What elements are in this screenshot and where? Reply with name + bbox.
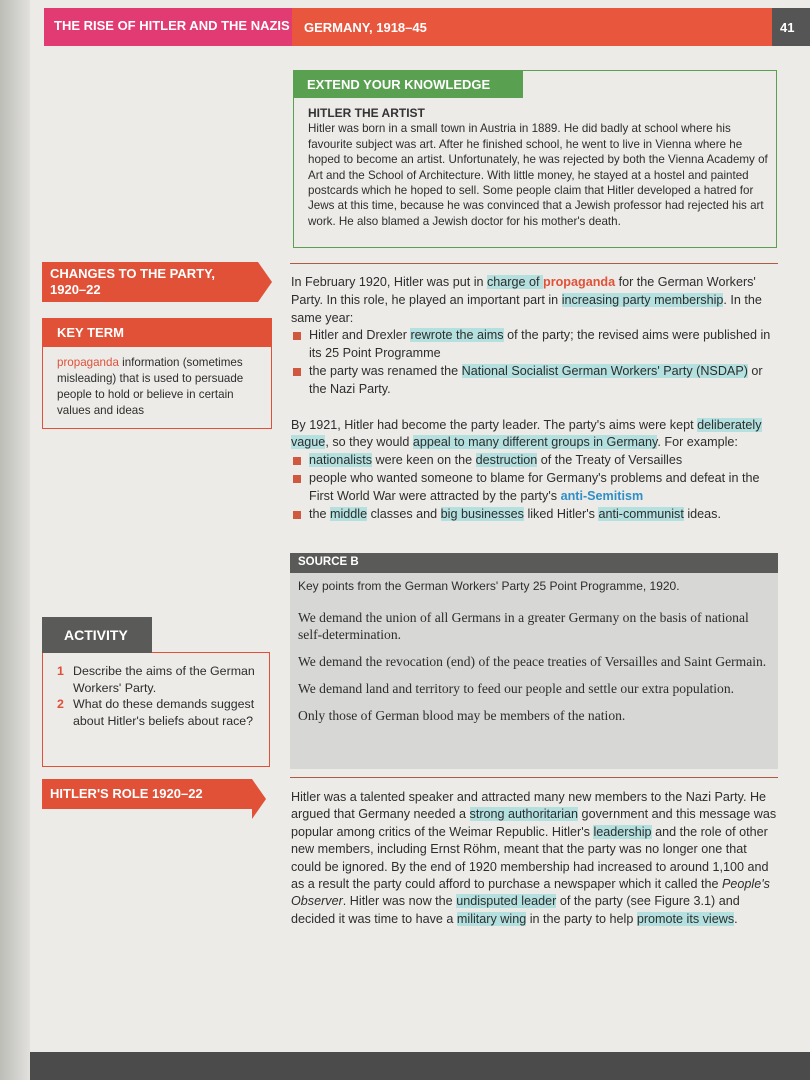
bullet-list <box>291 452 781 523</box>
extend-text: Hitler was born in a small town in Austria in 1889. He did badly at school where his favourite subject was art. After he finished school, he went to live in Vienna where he hoped to become an artist. Unfortunately, he was rejected by both the Vienna Academy of Art and the School of Architecture. With little money, he stayed at a hostel and painted postcards which he hoped to sell. Some people claim that Hitler developed a hatred for Jews at this time, because he was convinced that a Jewish professor had rejected his art work. He also blamed a Jewish doctor for his mother's death. <box>308 122 768 228</box>
paragraph <box>291 417 781 453</box>
activity-question: 2 What do these demands suggest about Hitler's beliefs about race? <box>57 697 255 728</box>
text-run: were keen on the <box>372 453 476 468</box>
text-run: of the Treaty of Versailles <box>537 453 683 468</box>
extend-knowledge-label: EXTEND YOUR KNOWLEDGE <box>293 70 523 98</box>
text-run: of the party; the revised aims were published in its 25 Point Programme <box>309 328 771 361</box>
text-run: of the party (see Figure 3.1) and decided it was time to have a <box>291 894 740 926</box>
highlighted-text: increasing party membership <box>561 292 724 307</box>
source-caption: Key points from the German Workers' Party 25 Point Programme, 1920. <box>298 579 680 593</box>
text-run: the <box>309 506 331 521</box>
key-term-box <box>42 318 272 429</box>
list-item <box>291 363 781 399</box>
role-body <box>291 789 777 928</box>
changes-heading: CHANGES TO THE PARTY, 1920–22 <box>42 262 258 302</box>
unit-title: GERMANY, 1918–45 <box>292 8 772 46</box>
text-run: the party was renamed the <box>309 363 462 378</box>
source-point: We demand the union of all Germans in a greater Germany on the basis of national self-determination. <box>298 610 749 642</box>
highlighted-text: destruction <box>475 453 538 468</box>
highlighted-text: appeal to many different groups in Germany <box>412 435 658 450</box>
highlighted-text: middle <box>330 506 368 521</box>
text-run: . <box>734 911 738 926</box>
page-header <box>44 8 810 46</box>
extend-knowledge-body <box>308 106 768 229</box>
key-term-link[interactable]: propaganda <box>543 275 616 289</box>
source-point: We demand land and territory to feed our people and settle our extra population. <box>298 681 735 696</box>
text-run: People's Observer <box>291 877 770 909</box>
paragraph <box>291 274 781 327</box>
divider <box>290 263 778 264</box>
text-run: . In the same year: <box>291 292 762 325</box>
divider <box>290 777 778 778</box>
highlighted-text: military wing <box>456 911 527 926</box>
text-run: , so they would <box>325 435 413 450</box>
activity-label: ACTIVITY <box>42 617 152 653</box>
key-term-word: propaganda <box>57 356 119 369</box>
list-item <box>291 452 781 470</box>
highlighted-text: nationalists <box>309 453 373 468</box>
highlighted-text: National Socialist German Workers' Party (NSDAP) <box>461 363 748 378</box>
text-run: Hitler and Drexler <box>309 328 411 343</box>
bullet-list <box>291 327 781 398</box>
text-run: classes and <box>367 506 441 521</box>
page-number: 41 <box>772 8 810 46</box>
extend-title: HITLER THE ARTIST <box>308 106 425 120</box>
previous-page-edge <box>0 0 32 1080</box>
text-run: By 1921, Hitler had become the party leader. The party's aims were kept <box>291 417 698 432</box>
emphasis-text: anti-Semitism <box>560 488 644 503</box>
text-run: for the German Workers' Party. In this role, he played an important part in <box>291 275 756 307</box>
changes-body <box>291 274 781 523</box>
highlighted-text: promote its views <box>636 911 735 926</box>
highlighted-text: rewrote the aims <box>410 328 504 343</box>
text-run: . For example: <box>657 435 738 450</box>
source-b-box <box>290 553 778 769</box>
source-point: Only those of German blood may be members of the nation. <box>298 708 626 723</box>
text-run: . Hitler was now the <box>342 894 457 909</box>
text-run: ideas. <box>683 506 721 521</box>
highlighted-text: big businesses <box>440 506 524 521</box>
source-label: SOURCE B <box>290 553 778 573</box>
highlighted-text: charge of <box>487 275 544 289</box>
highlighted-text: deliberately vague <box>291 417 762 450</box>
source-point: We demand the revocation (end) of the peace treaties of Versailles and Saint Germain. <box>298 654 767 669</box>
highlighted-text: strong authoritarian <box>469 807 579 822</box>
section-title: THE RISE OF HITLER AND THE NAZIS <box>44 8 292 46</box>
page-bottom-edge <box>30 1052 810 1080</box>
text-run: in the party to help <box>526 911 637 926</box>
text-run: and the role of other new members, including Ernst Röhm, meant that the party was no longer one that could be ignored. By the end of 1920 membership had increased to around 1,100 and as a result the party could afford to purchase a newspaper which it called the <box>291 824 769 892</box>
list-item <box>291 327 781 363</box>
text-run: government and this message was popular among critics of the Weimar Republic. Hitler's <box>291 807 777 839</box>
text-run: In February 1920, Hitler was put in <box>291 275 487 289</box>
text-run: Hitler was a talented speaker and attracted many new members to the Nazi Party. He argued that Germany needed a <box>291 790 767 822</box>
key-term-label: KEY TERM <box>43 319 271 347</box>
activity-question: 1 Describe the aims of the German Workers' Party. <box>57 664 255 695</box>
role-heading: HITLER'S ROLE 1920–22 <box>42 779 252 809</box>
activity-box <box>42 652 270 767</box>
key-term-definition: information (sometimes misleading) that is used to persuade people to hold or believe in certain values and ideas <box>57 356 244 417</box>
highlighted-text: leadership <box>593 824 652 839</box>
highlighted-text: anti-communist <box>598 506 684 521</box>
text-run: or the Nazi Party. <box>309 363 763 396</box>
text-run: liked Hitler's <box>523 506 599 521</box>
text-run: people who wanted someone to blame for Germany's problems and defeat in the First World War were attracted by the party's <box>309 470 760 503</box>
highlighted-text: undisputed leader <box>456 894 557 909</box>
paragraph <box>291 789 777 928</box>
list-item <box>291 506 781 524</box>
list-item <box>291 470 781 506</box>
